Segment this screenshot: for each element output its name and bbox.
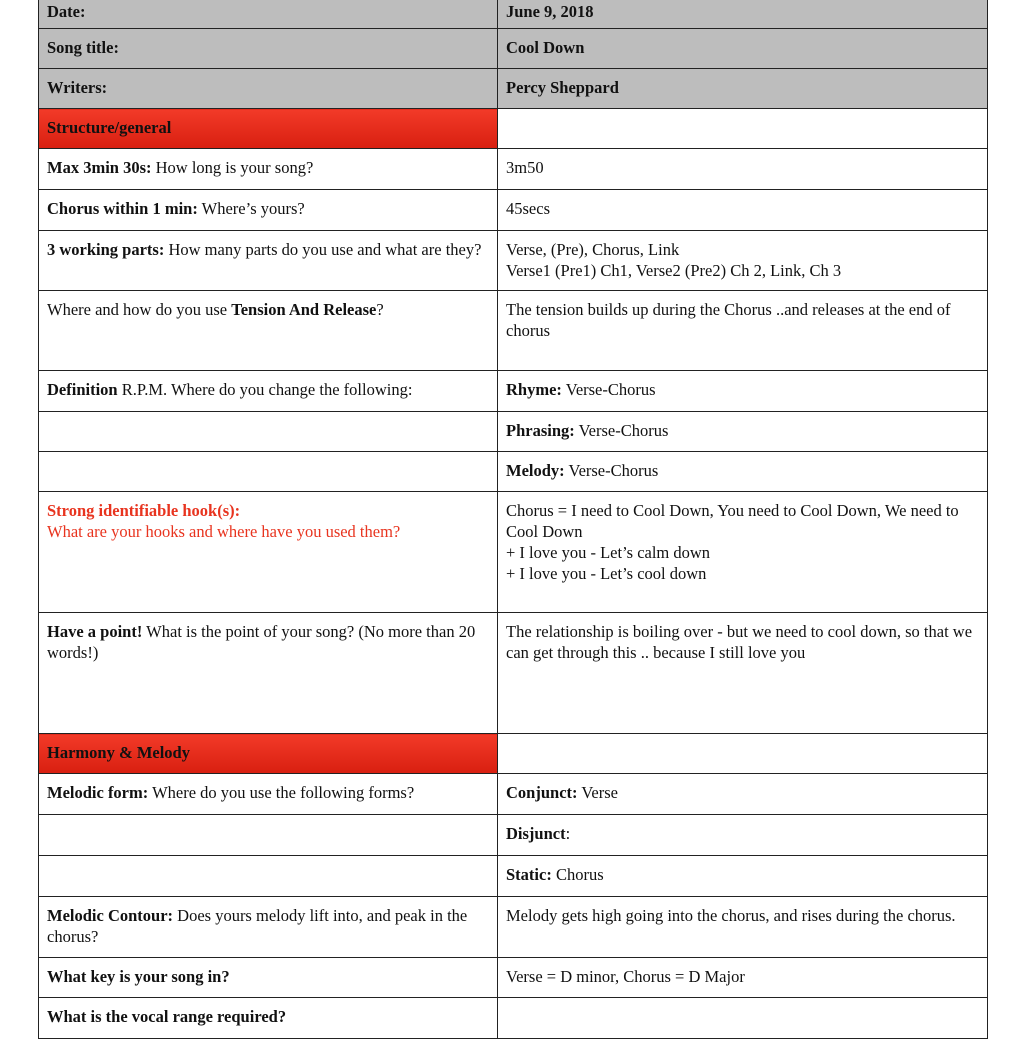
disjunct-bold: Disjunct <box>506 824 566 843</box>
hooks-row <box>39 492 988 613</box>
working-parts-question <box>39 231 498 291</box>
static-row <box>39 856 988 897</box>
phrasing-bold: Phrasing: <box>506 421 575 440</box>
harmony-section-row <box>39 734 988 774</box>
writers-label: Writers: <box>39 69 498 109</box>
point-row <box>39 613 988 734</box>
date-row <box>39 0 988 29</box>
tension-bold: Tension And Release <box>231 300 377 319</box>
tension-pre: Where and how do you use <box>47 300 232 319</box>
static-bold: Static: <box>506 865 552 884</box>
hooks-question <box>39 492 498 613</box>
contour-bold: Melodic Contour: <box>47 906 174 925</box>
rhyme-bold: Rhyme: <box>506 380 562 399</box>
harmony-section-blank <box>498 734 988 774</box>
disjunct-text: : <box>565 824 571 843</box>
key-row <box>39 958 988 998</box>
phrasing-blank <box>39 412 498 452</box>
definition-text: R.P.M. Where do you change the following: <box>117 380 413 399</box>
key-bold: What key is your song in? <box>47 967 230 986</box>
rhyme-answer <box>498 371 988 412</box>
definition-row <box>39 371 988 412</box>
songwriting-worksheet <box>38 0 988 1039</box>
tension-row <box>39 291 988 371</box>
key-question <box>39 958 498 998</box>
tension-question <box>39 291 498 371</box>
working-parts-answer <box>498 231 988 291</box>
point-text: What is the point of your song? (No more than 20 words!) <box>47 622 476 662</box>
melodic-form-text: Where do you use the following forms? <box>148 783 415 802</box>
date-value: June 9, 2018 <box>498 0 988 29</box>
conjunct-answer <box>498 774 988 815</box>
static-blank <box>39 856 498 897</box>
static-text: Chorus <box>551 865 604 884</box>
vocal-range-answer <box>498 998 988 1039</box>
contour-answer: Melody gets high going into the chorus, and rises during the chorus. <box>498 897 988 958</box>
song-title-value: Cool Down <box>498 29 988 69</box>
working-parts-row <box>39 231 988 291</box>
chorus-within-question <box>39 190 498 231</box>
disjunct-answer <box>498 815 988 856</box>
phrasing-row <box>39 412 988 452</box>
definition-bold: Definition <box>47 380 118 399</box>
hooks-bold: Strong identifiable hook(s): <box>47 501 241 520</box>
tension-post: ? <box>376 300 384 319</box>
vocal-range-bold: What is the vocal range required? <box>47 1007 287 1026</box>
working-parts-answer-1: Verse, (Pre), Chorus, Link <box>506 240 680 259</box>
contour-text: Does yours melody lift into, and peak in the chorus? <box>47 906 468 946</box>
hooks-answer <box>498 492 988 613</box>
melodic-form-row <box>39 774 988 815</box>
max-length-bold: Max 3min 30s: <box>47 158 152 177</box>
chorus-within-row <box>39 190 988 231</box>
max-length-question <box>39 149 498 190</box>
max-length-answer: 3m50 <box>498 149 988 190</box>
melody-blank <box>39 452 498 492</box>
song-title-row <box>39 29 988 69</box>
hooks-answer-1: Chorus = I need to Cool Down, You need to Cool Down, We need to Cool Down <box>506 501 959 541</box>
melody-text: Verse-Chorus <box>564 461 659 480</box>
definition-question <box>39 371 498 412</box>
disjunct-row <box>39 815 988 856</box>
melody-row <box>39 452 988 492</box>
hooks-text: What are your hooks and where have you used them? <box>47 522 401 541</box>
conjunct-text: Verse <box>577 783 618 802</box>
working-parts-text: How many parts do you use and what are they? <box>164 240 482 259</box>
point-question <box>39 613 498 734</box>
melody-answer <box>498 452 988 492</box>
song-title-label: Song title: <box>39 29 498 69</box>
vocal-range-question <box>39 998 498 1039</box>
contour-question <box>39 897 498 958</box>
melody-bold: Melody: <box>506 461 565 480</box>
hooks-answer-2: + I love you - Let’s calm down <box>506 543 711 562</box>
writers-row <box>39 69 988 109</box>
melodic-form-bold: Melodic form: <box>47 783 149 802</box>
phrasing-text: Verse-Chorus <box>574 421 669 440</box>
vocal-range-row <box>39 998 988 1039</box>
structure-section-header: Structure/general <box>39 109 498 149</box>
phrasing-answer <box>498 412 988 452</box>
chorus-within-text: Where’s yours? <box>197 199 305 218</box>
structure-section-blank <box>498 109 988 149</box>
chorus-within-bold: Chorus within 1 min: <box>47 199 198 218</box>
harmony-section-header: Harmony & Melody <box>39 734 498 774</box>
point-answer: The relationship is boiling over - but we need to cool down, so that we can get through this .. because I still love you <box>498 613 988 734</box>
writers-value: Percy Sheppard <box>498 69 988 109</box>
key-answer: Verse = D minor, Chorus = D Major <box>498 958 988 998</box>
hooks-answer-3: + I love you - Let’s cool down <box>506 564 707 583</box>
structure-section-row <box>39 109 988 149</box>
max-length-row <box>39 149 988 190</box>
contour-row <box>39 897 988 958</box>
rhyme-text: Verse-Chorus <box>561 380 656 399</box>
conjunct-bold: Conjunct: <box>506 783 578 802</box>
working-parts-answer-2: Verse1 (Pre1) Ch1, Verse2 (Pre2) Ch 2, Link, Ch 3 <box>506 261 842 280</box>
tension-answer: The tension builds up during the Chorus ..and releases at the end of chorus <box>498 291 988 371</box>
max-length-text: How long is your song? <box>151 158 314 177</box>
working-parts-bold: 3 working parts: <box>47 240 165 259</box>
static-answer <box>498 856 988 897</box>
disjunct-blank <box>39 815 498 856</box>
date-label: Date: <box>39 0 498 29</box>
chorus-within-answer: 45secs <box>498 190 988 231</box>
melodic-form-question <box>39 774 498 815</box>
point-bold: Have a point! <box>47 622 143 641</box>
